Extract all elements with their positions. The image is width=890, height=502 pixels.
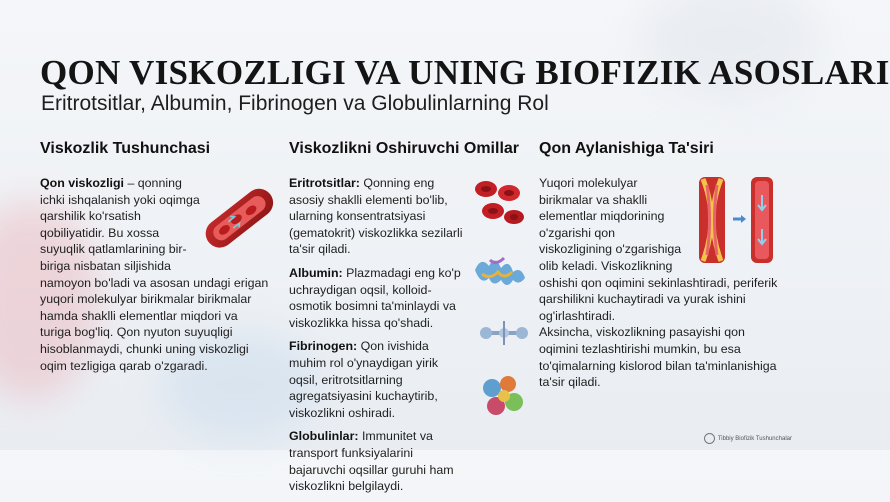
- red-blood-cells-illustration: [468, 175, 526, 231]
- factor-albumin: [289, 265, 469, 331]
- effect-text-1: Yuqori molekulyar birikmalar va shaklli elementlar miqdorining o'zgarishi qon viskozligining o'zgarishiga olib keladi. Viskozlikning oshishi qon oqimini sekinlashtiradi, periferik qarshilikni kuchaytiradi va yurak ishini og'irlashtiradi.: [539, 176, 778, 323]
- page-title: QON VISKOZLIGI VA UNING BIOFIZIK ASOSLARI: [40, 53, 890, 93]
- globulin-protein-illustration: [474, 372, 532, 424]
- effect-paragraph-2: Aksincha, viskozlikning pasayishi qon oqimini tezlashtirishi mumkin, bu esa to'qimalarning kislorod bilan ta'minlanishiga ta'sir qiladi.: [539, 325, 777, 390]
- factor-text: Qonning eng asosiy shaklli elementi bo'lib, ularning konsentratsiyasi (gematokrit) viskozlikka sezilarli ta'sir qiladi.: [289, 176, 463, 257]
- column-heading: Qon Aylanishiga Ta'siri: [539, 140, 714, 157]
- term-blood-viscosity: Qon viskozligi: [40, 176, 124, 190]
- column-circulation-effect: [539, 140, 779, 391]
- page-subtitle: Eritrotsitlar, Albumin, Fibrinogen va Globulinlarning Rol: [41, 92, 549, 115]
- factor-label: Albumin:: [289, 265, 343, 280]
- concept-text: – qonning ichki ishqalanish yoki oqimga qarshilik ko'rsatish qobiliyatidir. Bu xossa suyuqlik qatlamlarining bir-biriga nisbatan siljishida namoyon bo'ladi va asosan undagi erigan yuqori molekulyar birikmalar birikmalar hamda shaklli elementlar miqdori va turiga bog'liq. Qon nyuton suyuqligi hisoblanmaydi, chunki uning viskozligi oqim tezligiga qarab o'zgaradi.: [40, 176, 269, 373]
- footer-text: Tibbiy Biofizik Tushunchalar: [717, 435, 792, 442]
- factor-text: Immunitet va transport funksiyalarini bajaruvchi oqsillar guruhi ham viskozlikni belgilaydi.: [289, 429, 454, 494]
- concept-paragraph: [40, 175, 270, 374]
- blood-vessel-illustration: [206, 175, 270, 261]
- albumin-protein-illustration: [470, 250, 530, 290]
- effect-paragraph-1: [539, 175, 779, 324]
- factor-text: Plazmadagi eng ko'p uchraydigan oqsil, kolloid-osmotik bosimni ta'minlaydi va viskozlikka hissa qo'shadi.: [289, 265, 461, 330]
- factor-label: Eritrotsitlar:: [289, 176, 360, 190]
- footer-logo: [704, 433, 792, 444]
- factor-text: Qon ivishida muhim rol o'ynaydigan yirik oqsil, eritrotsitlarning agregatsiyasini kuchaytirib, viskozlikni oshiradi.: [289, 339, 439, 420]
- column-heading: Viskozlikni Oshiruvchi Omillar: [289, 140, 520, 157]
- factor-label: Globulinlar:: [289, 429, 359, 444]
- factor-label: Fibrinogen:: [289, 339, 358, 354]
- factor-fibrinogen: [289, 338, 469, 421]
- fibrinogen-illustration: [478, 313, 530, 353]
- logo-icon: [704, 433, 715, 444]
- column-heading: Viskozlik Tushunchasi: [40, 140, 211, 157]
- factor-globulins: [289, 428, 469, 494]
- vessel-narrowing-illustration: [693, 175, 779, 265]
- factor-erythrocytes: [289, 175, 469, 258]
- column-viscosity-concept: [40, 140, 270, 374]
